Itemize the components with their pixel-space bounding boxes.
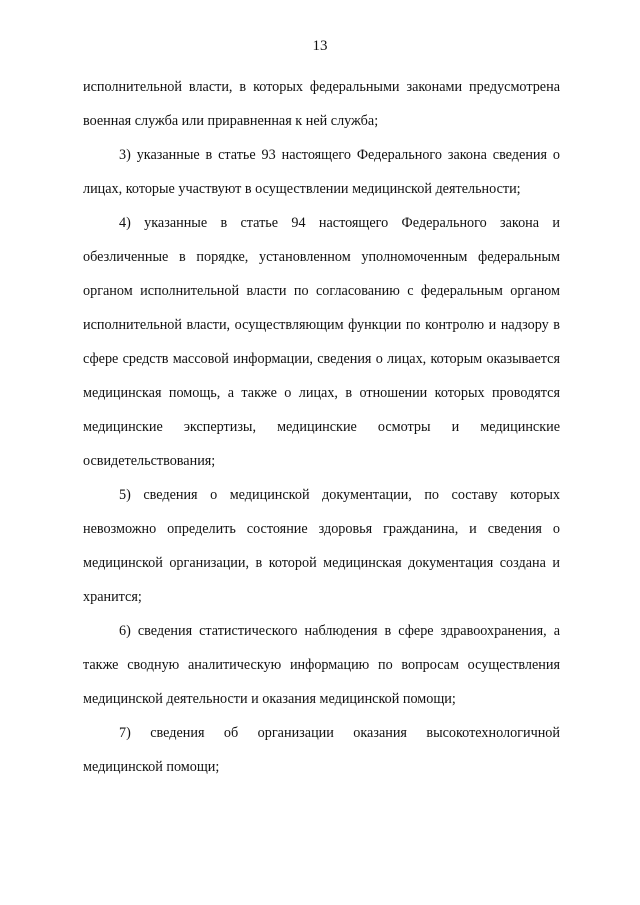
paragraph-item-3: 3) указанные в статье 93 настоящего Федерального закона сведения о лицах, которые участвуют в осуществлении медицинской деятельности;: [83, 147, 560, 197]
paragraph-continuation: исполнительной власти, в которых федеральными законами предусмотрена военная служба или приравненная к ней служба;: [83, 79, 560, 129]
paragraph-item-6: 6) сведения статистического наблюдения в сфере здравоохранения, а также сводную аналитическую информацию по вопросам осуществления медицинской деятельности и оказания медицинской помощи;: [83, 623, 560, 707]
paragraph-item-4: 4) указанные в статье 94 настоящего Федерального закона и обезличенные в порядке, установленном уполномоченным федеральным органом исполнительной власти по согласованию с федеральным органом исполнительной власти, осуществляющим функции по контролю и надзору в сфере средств массовой информации, сведения о лицах, которым оказывается медицинская помощь, а также о лицах, в отношении которых проводятся медицинские экспертизы, медицинские осмотры и медицинские освидетельствования;: [83, 215, 560, 469]
paragraph-item-7: 7) сведения об организации оказания высокотехнологичной медицинской помощи;: [83, 725, 560, 775]
page-number: 13: [312, 38, 328, 54]
paragraph-item-5: 5) сведения о медицинской документации, по составу которых невозможно определить состояние здоровья гражданина, и сведения о медицинской организации, в которой медицинская документация создана и хранится;: [83, 487, 560, 605]
document-body: [83, 70, 560, 784]
